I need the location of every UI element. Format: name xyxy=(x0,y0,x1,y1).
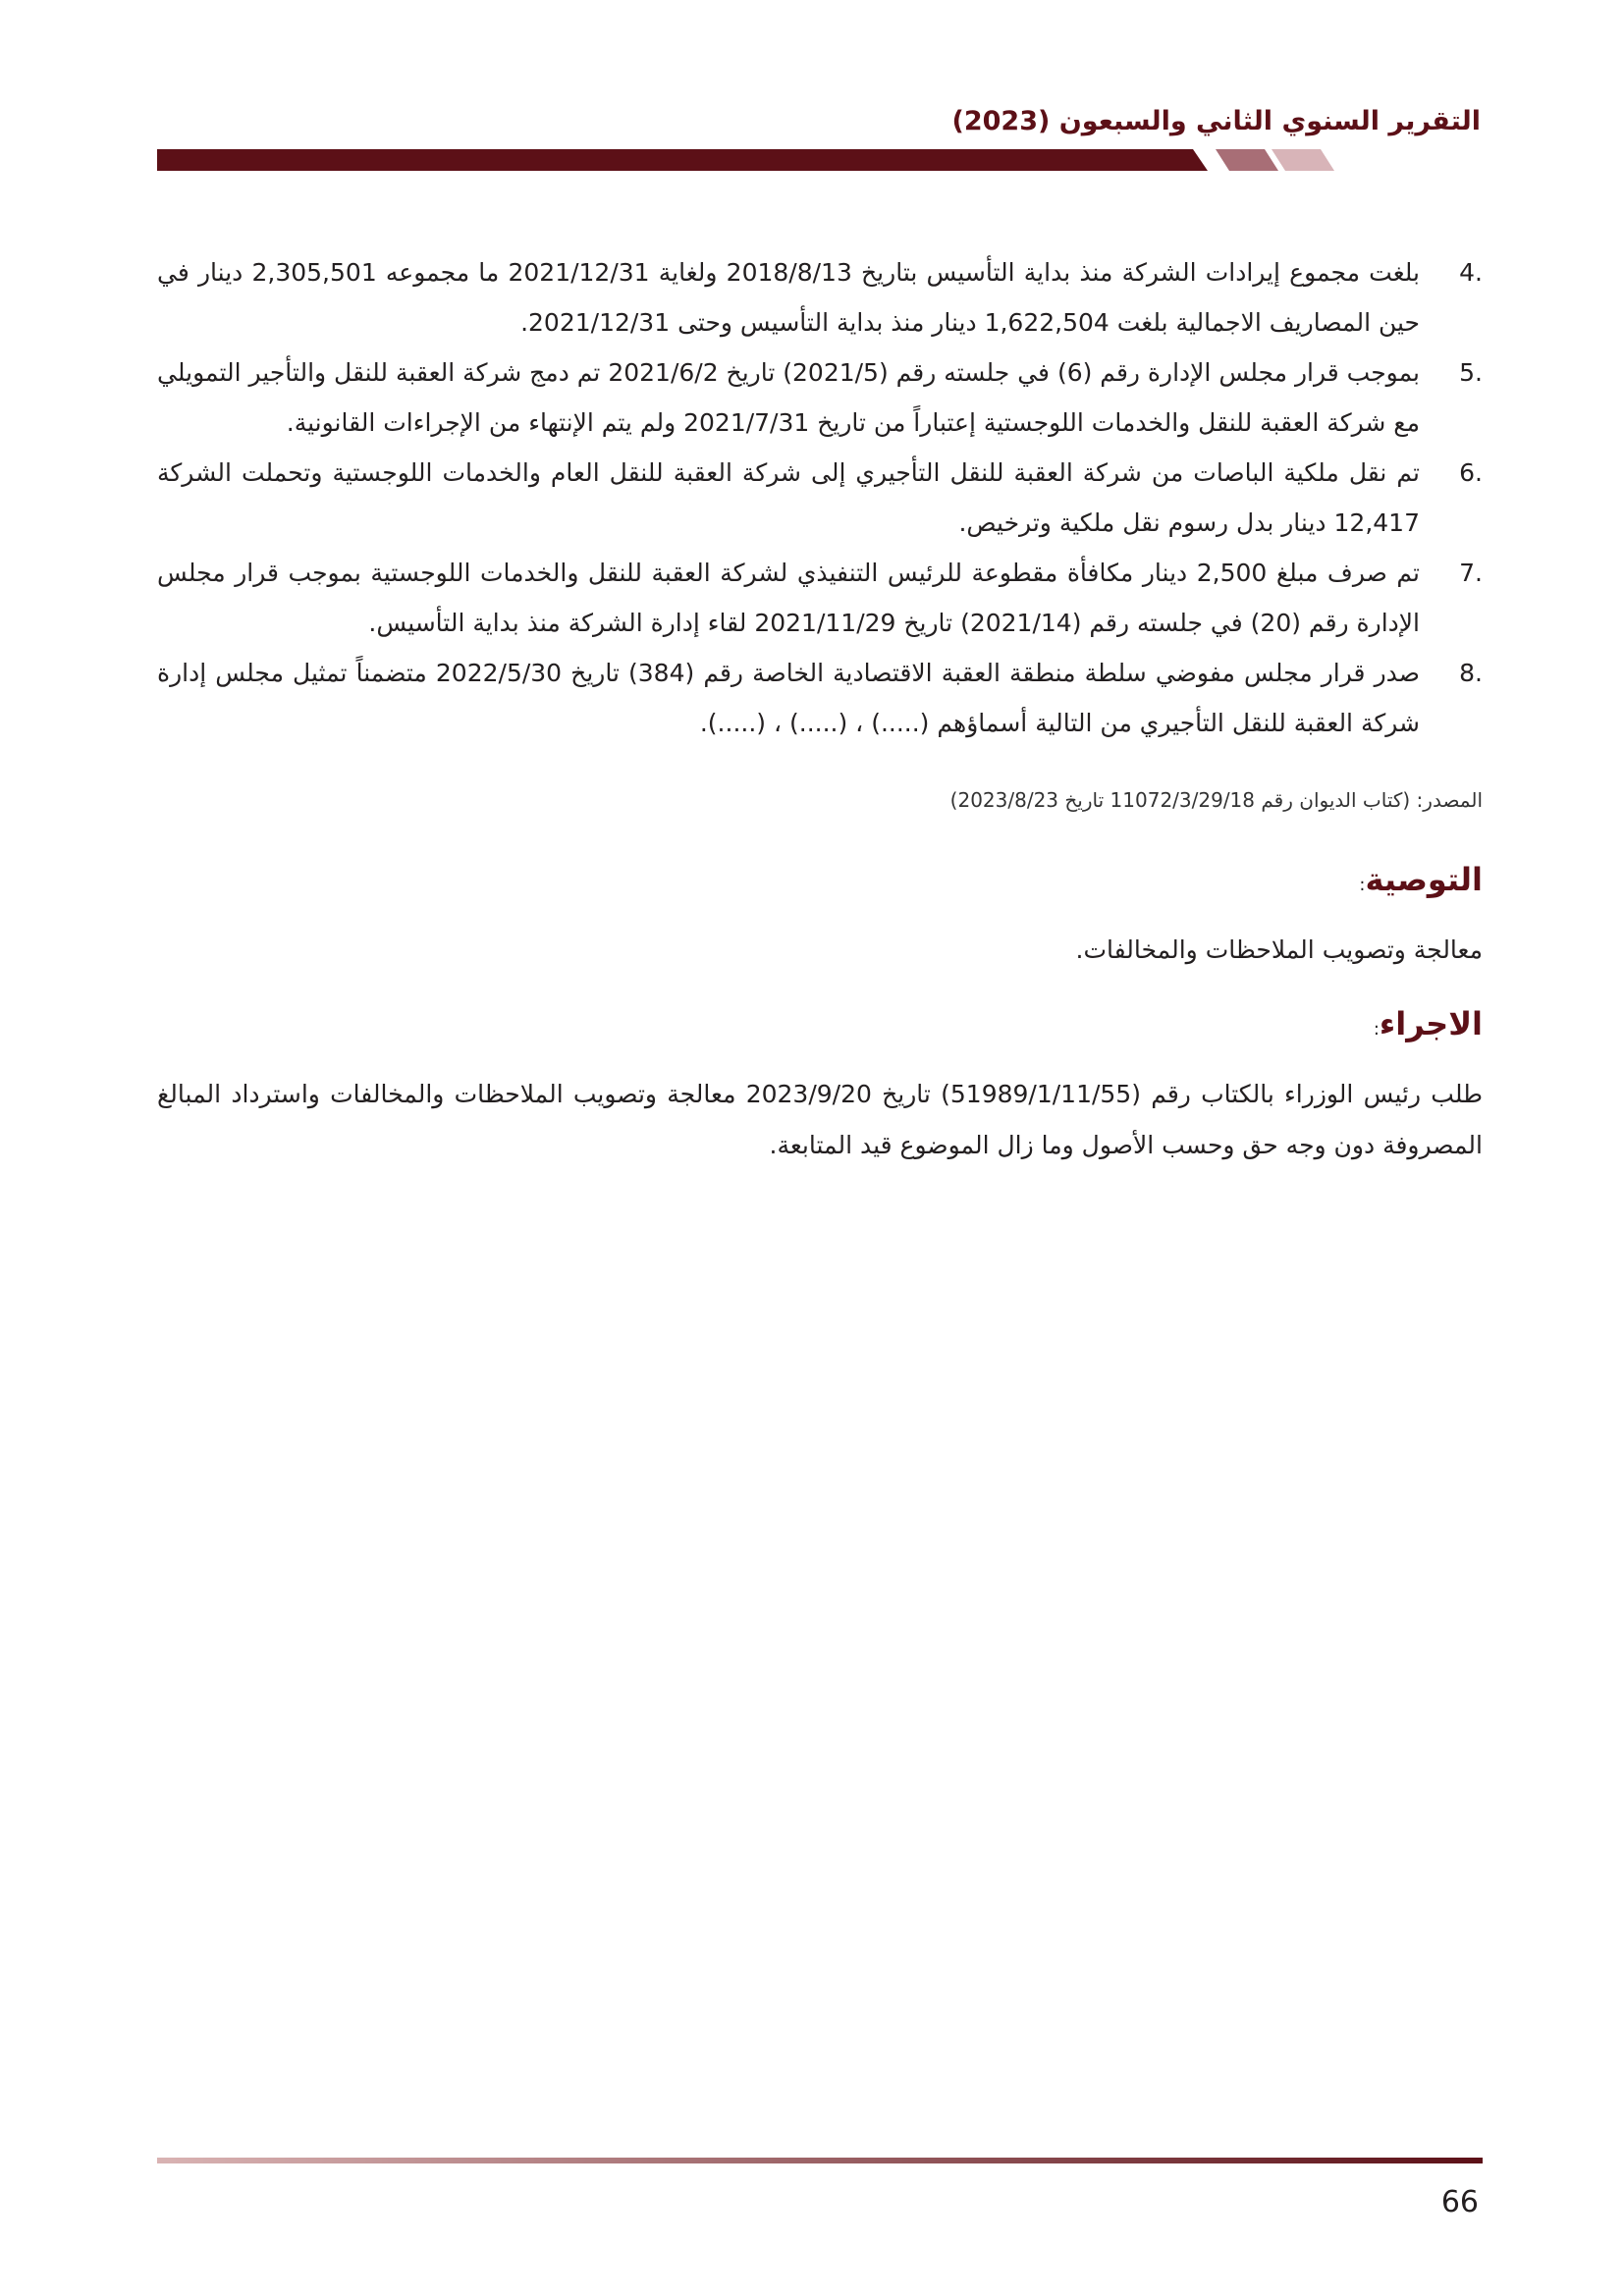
page-body xyxy=(157,247,1483,1171)
list-item-number: 4. xyxy=(1459,258,1483,287)
list-item-number: 8. xyxy=(1459,659,1483,687)
recommendation-heading-colon: : xyxy=(1359,875,1366,895)
header-bar-stripe-2 xyxy=(1272,149,1334,171)
list-item xyxy=(157,448,1483,548)
list-item-text: تم صرف مبلغ 2,500 دينار مكافأة مقطوعة للرئيس التنفيذي لشركة العقبة للنقل والخدمات اللوجستية بموجب قرار مجلس الإدارة رقم (20) في جلسته رقم (2021/14) تاريخ 2021/11/29 لقاء إدارة الشركة منذ بداية التأسيس. xyxy=(157,559,1420,637)
action-heading-text: الاجراء xyxy=(1379,1005,1483,1042)
list-item-text: بموجب قرار مجلس الإدارة رقم (6) في جلسته رقم (2021/5) تاريخ 2021/6/2 تم دمج شركة العقبة للنقل والتأجير التمويلي مع شركة العقبة للنقل والخدمات اللوجستية إعتباراً من تاريخ 2021/7/31 ولم يتم الإنتهاء من الإجراءات القانونية. xyxy=(157,358,1420,437)
action-text: طلب رئيس الوزراء بالكتاب رقم (51989/1/11/55) تاريخ 2023/9/20 معالجة وتصويب الملاحظات والمخالفات واسترداد المبالغ المصروفة دون وجه حق وحسب الأصول وما زال الموضوع قيد المتابعة. xyxy=(157,1080,1484,1159)
list-item-number: 6. xyxy=(1459,458,1483,487)
header-bar xyxy=(157,149,1483,171)
action-heading xyxy=(157,1004,1483,1049)
header-bar-stripe-1 xyxy=(1216,149,1278,171)
page-number: 66 xyxy=(1440,2185,1479,2219)
header-bar-main xyxy=(157,149,1208,171)
notes-list xyxy=(157,247,1483,748)
recommendation-heading-text: التوصية xyxy=(1365,861,1483,898)
action-heading-colon: : xyxy=(1373,1019,1380,1040)
list-item xyxy=(157,347,1483,448)
recommendation-heading xyxy=(157,860,1483,905)
footer-line-fill xyxy=(157,2158,1483,2163)
recommendation-text: معالجة وتصويب الملاحظات والمخالفات. xyxy=(1075,935,1483,964)
list-item xyxy=(157,247,1483,347)
list-item-text: تم نقل ملكية الباصات من شركة العقبة للنقل التأجيري إلى شركة العقبة للنقل العام والخدمات اللوجستية وتحملت الشركة 12,417 دينار بدل رسوم نقل ملكية وترخيص. xyxy=(157,458,1420,537)
footer-line xyxy=(157,2158,1483,2163)
list-item-number: 7. xyxy=(1459,559,1483,587)
list-item-number: 5. xyxy=(1459,358,1483,387)
report-title: التقرير السنوي الثاني والسبعون (2023) xyxy=(951,106,1481,136)
list-item xyxy=(157,648,1483,748)
list-item-text: بلغت مجموع إيرادات الشركة منذ بداية التأسيس بتاريخ 2018/8/13 ولغاية 2021/12/31 ما مجموعه 2,305,501 دينار في حين المصاريف الاجمالية بلغت 1,622,504 دينار منذ بداية التأسيس وحتى 2021/12/31. xyxy=(157,258,1420,337)
source-citation: المصدر: (كتاب الديوان رقم 11072/3/29/18 تاريخ 2023/8/23) xyxy=(949,788,1483,812)
list-item-text: صدر قرار مجلس مفوضي سلطة منطقة العقبة الاقتصادية الخاصة رقم (384) تاريخ 2022/5/30 متضمناً تمثيل مجلس إدارة شركة العقبة للنقل التأجيري من التالية أسماؤهم (.....) ، (.....) ، (.....). xyxy=(157,659,1420,737)
list-item xyxy=(157,548,1483,648)
